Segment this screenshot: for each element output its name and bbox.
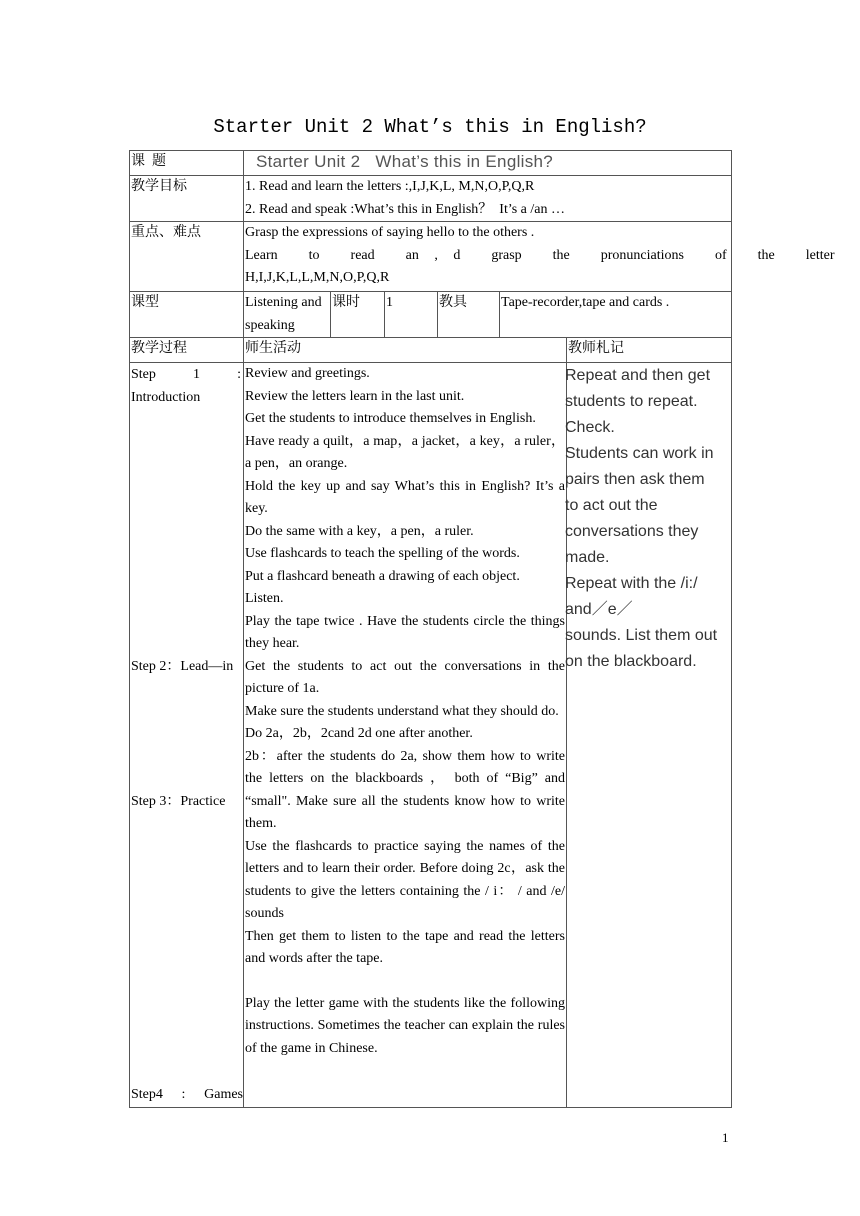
step-lead-in: Step 2：Lead—in (131, 659, 234, 674)
key-points-label: 重点、难点 (130, 222, 244, 292)
goals-value (244, 176, 732, 222)
note-line: pairs then ask them (565, 471, 705, 488)
notes-column (567, 363, 732, 1108)
activity-item: Play the tape twice . Have the students circle the things they hear. (245, 613, 565, 651)
step-games: Step4 : Games (131, 1087, 243, 1102)
note-line: Students can work in (565, 445, 714, 462)
period-value: 1 (385, 292, 438, 338)
activity-item: Get the students to act out the conversations in the picture of 1a. (245, 658, 565, 696)
topic-value: Starter Unit 2 What’s this in English? (244, 151, 732, 176)
activity-item: Do the same with a key，a pen，a ruler. (245, 523, 474, 539)
document-title: Starter Unit 2 What’s this in English? (213, 116, 647, 138)
activity-spacer (245, 971, 565, 993)
activity-item: Hold the key up and say What’s this in English? It’s a key. (245, 478, 565, 516)
lesson-plan-table (129, 150, 835, 1108)
activity-item: Play the letter game with the students like the following instructions. Sometimes the teacher can explain the rules of the game in Chinese. (245, 995, 565, 1056)
activity-item: Put a flashcard beneath a drawing of each object. (245, 568, 520, 584)
process-header: 教学过程 (130, 338, 244, 363)
activity-item: Have ready a quilt，a map，a jacket，a key，a ruler，a pen，an orange. (245, 433, 565, 471)
tools-label: 教具 (438, 292, 500, 338)
lesson-type-label: 课型 (130, 292, 244, 338)
activity-item: Listen. (245, 591, 284, 606)
note-line: made. (565, 549, 610, 566)
lesson-type-value: Listening and speaking (244, 292, 331, 338)
notes-header: 教师札记 (567, 338, 732, 363)
goal-line: 1. Read and learn the letters :,I,J,K,L, M,N,O,P,Q,R (245, 179, 535, 194)
activity-item: Use flashcards to teach the spelling of the words. (245, 546, 520, 561)
step-introduction: Step 1 : Introduction (131, 367, 241, 405)
page-number: 1 (722, 1130, 729, 1145)
activity-item: Use the flashcards to practice saying the names of the letters and to learn their order. Before doing 2c，ask the students to give the letters containing the / i： / and /e/ sounds (245, 838, 565, 921)
note-line: to act out the (565, 497, 658, 514)
note-line: and／e／ (565, 601, 633, 618)
note-line: on the blackboard. (565, 653, 697, 670)
step-practice: Step 3：Practice (131, 794, 226, 809)
note-line: Check. (565, 419, 615, 436)
goals-label: 教学目标 (130, 176, 244, 222)
key-line: Learn to read an , d grasp the pronunciations of the letter (245, 247, 835, 263)
activity-item: Review the letters learn in the last unit. (245, 388, 465, 404)
tools-value: Tape-recorder,tape and cards . (500, 292, 732, 338)
activities-column (244, 363, 567, 1108)
key-points-value (244, 222, 835, 292)
activities-header: 师生活动 (244, 338, 567, 363)
activity-item: 2b：after the students do 2a, show them how to write the letters on the blackboards ， both of “Big” and “small". Make sure all the students know how to write them. (245, 748, 565, 831)
note-line: Repeat and then get (565, 367, 711, 384)
steps-column (130, 363, 244, 1108)
note-line: Repeat with the /i:/ (565, 575, 698, 592)
key-line: Grasp the expressions of saying hello to the others . (245, 225, 535, 240)
activity-item: Get the students to introduce themselves in English. (245, 411, 536, 426)
goal-line: 2. Read and speak :What’s this in English？ It’s a /an … (245, 201, 566, 217)
topic-label: 课 题 (130, 151, 244, 176)
note-line: sounds. List them out (565, 627, 718, 644)
activity-item: Review and greetings. (245, 366, 370, 381)
key-line: H,I,J,K,L,L,M,N,O,P,Q,R (245, 270, 390, 285)
activity-item: Make sure the students understand what they should do. (245, 703, 559, 719)
note-line: students to repeat. (565, 393, 698, 410)
period-label: 课时 (331, 292, 385, 338)
note-line: conversations they (565, 523, 699, 540)
activity-item: Then get them to listen to the tape and read the letters and words after the tape. (245, 928, 565, 966)
activity-item: Do 2a，2b，2cand 2d one after another. (245, 726, 473, 741)
